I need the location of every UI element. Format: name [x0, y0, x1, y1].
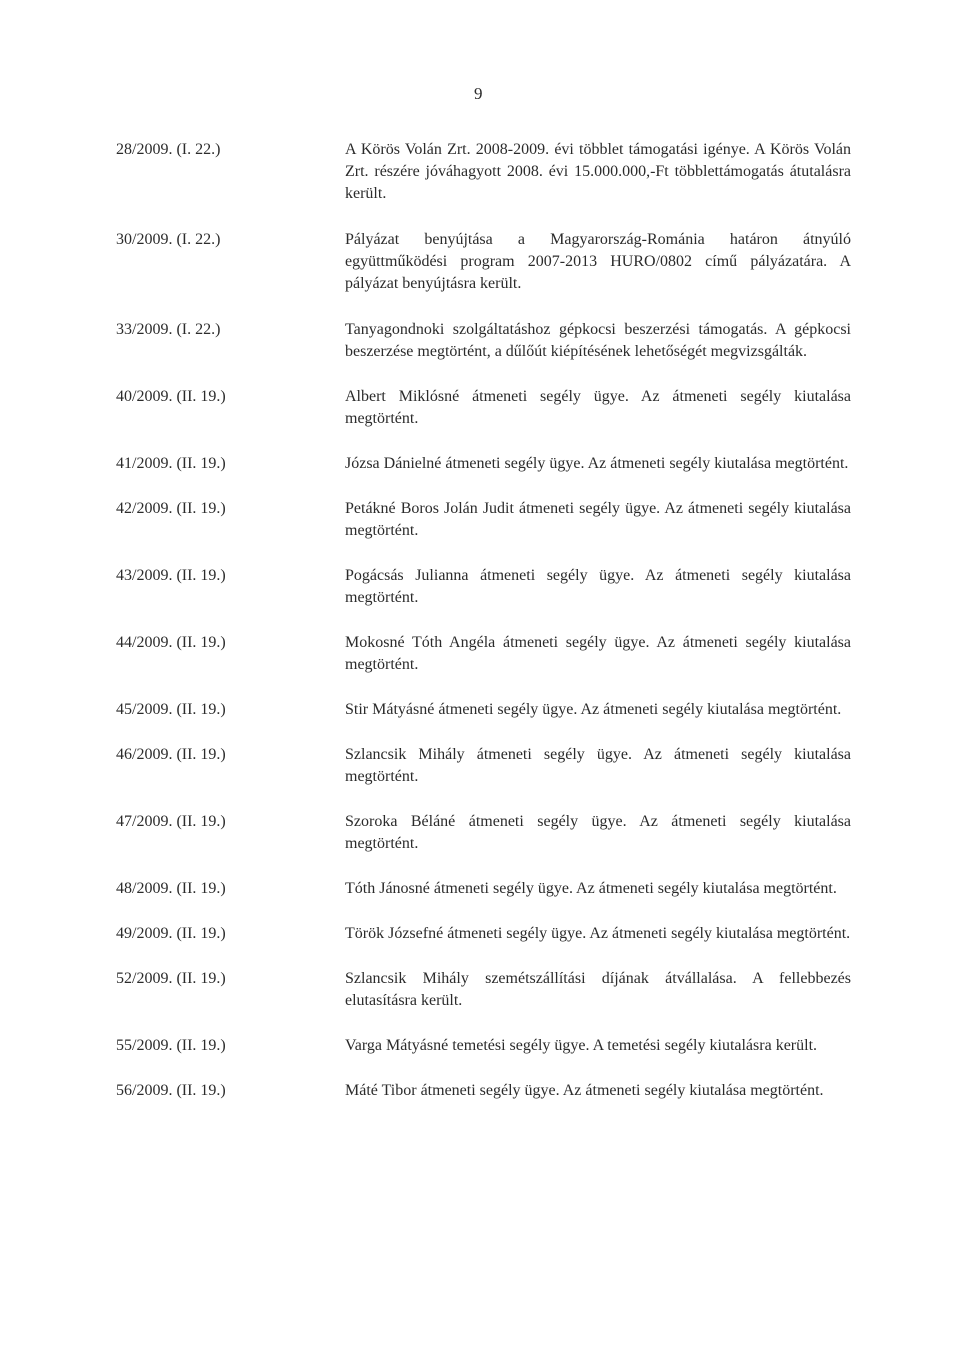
- resolution-text: Józsa Dánielné átmeneti segély ügye. Az átmeneti segély kiutalása megtörtént.: [345, 455, 849, 472]
- resolution-list: [116, 139, 856, 1102]
- resolution-text: Pályázat benyújtása a Magyarország-Románia határon átnyúló együttműködési program 2007-2013 HURO/0802 című pályázatára. A pályázat benyújtásra került.: [345, 231, 851, 292]
- resolution-text: Petákné Boros Jolán Judit átmeneti segély ügye. Az átmeneti segély kiutalása megtörtént.: [345, 500, 851, 539]
- resolution-number: 30/2009. (I. 22.): [116, 231, 221, 248]
- resolution-text: Mokosné Tóth Angéla átmeneti segély ügye. Az átmeneti segély kiutalása megtörtént.: [345, 634, 851, 673]
- resolution-entry: [116, 319, 856, 363]
- resolution-entry: [116, 699, 856, 721]
- resolution-entry: [116, 811, 856, 855]
- resolution-entry: [116, 744, 856, 788]
- resolution-number: 56/2009. (II. 19.): [116, 1082, 226, 1099]
- resolution-text: Máté Tibor átmeneti segély ügye. Az átmeneti segély kiutalása megtörtént.: [345, 1082, 824, 1099]
- resolution-text: Pogácsás Julianna átmeneti segély ügye. Az átmeneti segély kiutalása megtörtént.: [345, 567, 851, 606]
- resolution-entry: [116, 878, 856, 900]
- resolution-number: 28/2009. (I. 22.): [116, 141, 221, 158]
- resolution-entry: [116, 632, 856, 676]
- resolution-number: 45/2009. (II. 19.): [116, 701, 226, 718]
- resolution-entry: [116, 1080, 856, 1102]
- resolution-number: 41/2009. (II. 19.): [116, 455, 226, 472]
- resolution-number: 42/2009. (II. 19.): [116, 500, 226, 517]
- resolution-entry: [116, 1035, 856, 1057]
- resolution-entry: [116, 565, 856, 609]
- resolution-entry: [116, 923, 856, 945]
- resolution-text: Albert Miklósné átmeneti segély ügye. Az átmeneti segély kiutalása megtörtént.: [345, 388, 851, 427]
- resolution-text: Török Józsefné átmeneti segély ügye. Az átmeneti segély kiutalása megtörtént.: [345, 925, 851, 942]
- resolution-number: 44/2009. (II. 19.): [116, 634, 226, 651]
- resolution-number: 43/2009. (II. 19.): [116, 567, 226, 584]
- resolution-entry: [116, 386, 856, 430]
- resolution-entry: [116, 498, 856, 542]
- resolution-entry: [116, 453, 856, 475]
- resolution-text: Varga Mátyásné temetési segély ügye. A temetési segély kiutalásra került.: [345, 1037, 818, 1054]
- resolution-number: 47/2009. (II. 19.): [116, 813, 226, 830]
- resolution-entry: [116, 968, 856, 1012]
- resolution-entry: [116, 139, 856, 205]
- resolution-entry: [116, 229, 856, 295]
- resolution-text: Szlancsik Mihály szemétszállítási díjának átvállalása. A fellebbezés elutasításra került.: [345, 970, 851, 1009]
- page-number: 9: [474, 84, 483, 103]
- resolution-number: 48/2009. (II. 19.): [116, 880, 226, 897]
- resolution-text: A Körös Volán Zrt. 2008-2009. évi többlet támogatási igénye. A Körös Volán Zrt. részére jóváhagyott 2008. évi 15.000.000,-Ft többlettámogatás átutalásra került.: [345, 141, 851, 202]
- resolution-number: 55/2009. (II. 19.): [116, 1037, 226, 1054]
- resolution-number: 52/2009. (II. 19.): [116, 970, 226, 987]
- resolution-text: Stir Mátyásné átmeneti segély ügye. Az átmeneti segély kiutalása megtörtént.: [345, 701, 842, 718]
- resolution-text: Tóth Jánosné átmeneti segély ügye. Az átmeneti segély kiutalása megtörtént.: [345, 880, 837, 897]
- resolution-number: 33/2009. (I. 22.): [116, 321, 221, 338]
- resolution-text: Szoroka Béláné átmeneti segély ügye. Az átmeneti segély kiutalása megtörtént.: [345, 813, 851, 852]
- resolution-text: Szlancsik Mihály átmeneti segély ügye. Az átmeneti segély kiutalása megtörtént.: [345, 746, 851, 785]
- resolution-number: 46/2009. (II. 19.): [116, 746, 226, 763]
- resolution-number: 49/2009. (II. 19.): [116, 925, 226, 942]
- resolution-number: 40/2009. (II. 19.): [116, 388, 226, 405]
- resolution-text: Tanyagondnoki szolgáltatáshoz gépkocsi beszerzési támogatás. A gépkocsi beszerzése megtörtént, a dűlőút kiépítésének lehetőségét megvizsgálták.: [345, 321, 851, 360]
